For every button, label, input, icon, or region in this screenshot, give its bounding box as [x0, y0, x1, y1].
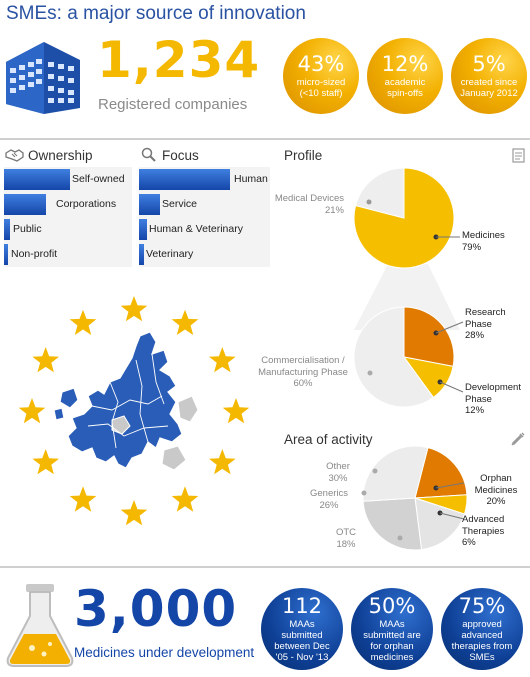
registered-companies-label: Registered companies [98, 96, 248, 113]
medicines-under-development-count: 3,000 [74, 580, 238, 638]
star-icon [223, 398, 250, 423]
bar-label: Self-owned [72, 173, 125, 185]
bar-self-owned [4, 169, 70, 190]
pie-label-medicines [462, 230, 505, 253]
label-pct: 21% [324, 204, 344, 216]
bar-human [139, 169, 230, 190]
star-icon [209, 449, 236, 474]
label-name: Research Phase [465, 307, 506, 330]
label-name: Generics [309, 488, 348, 499]
star-icon [209, 347, 236, 372]
created-since-badge [451, 38, 527, 114]
advanced-therapies-badge [441, 588, 523, 670]
maas-submitted-badge [261, 588, 343, 670]
label-name: Commercialisation / Manufacturing Phase [258, 355, 348, 378]
bar-label: Human & Veterinary [149, 223, 243, 235]
label-pct: 79% [462, 241, 482, 253]
badge-value: 112 [281, 594, 323, 618]
badge-value: 50% [368, 594, 416, 618]
label-dot [368, 371, 373, 376]
star-icon [121, 296, 148, 321]
page-title: SMEs: a major source of innovation [6, 3, 306, 24]
label-dot [362, 491, 367, 496]
label-pct: 30% [328, 472, 348, 484]
label-pct: 20% [486, 496, 506, 507]
label-dot [398, 536, 403, 541]
label-name: Orphan Medicines [474, 473, 518, 496]
bar-label: Non-profit [11, 248, 58, 260]
bar-non-profit [4, 244, 8, 265]
pie-label-medical-devices [272, 193, 344, 216]
bar-corporations [4, 194, 46, 215]
badge-label: micro-sized (<10 staff) [296, 77, 346, 99]
activity-label-otc [332, 527, 360, 550]
bar-label: Veterinary [146, 248, 194, 260]
star-icon [121, 500, 148, 525]
pie-label-development [465, 382, 530, 417]
activity-label-advanced [462, 514, 520, 549]
activity-label-other [320, 461, 356, 484]
bar-label: Human [234, 173, 268, 185]
bar-veterinary [139, 244, 144, 265]
medicines-under-development-label: Medicines under development [74, 645, 255, 660]
bar-service [139, 194, 160, 215]
label-pct: 6% [462, 537, 476, 548]
label-pct: 18% [336, 538, 356, 550]
registered-companies-count: 1,234 [97, 31, 261, 89]
badge-value: 5% [472, 52, 506, 76]
label-name: Other [326, 461, 350, 472]
flask-icon [4, 582, 76, 673]
ownership-bar-chart [4, 167, 132, 267]
bar-label: Public [13, 223, 42, 235]
badge-label: approved advanced therapies from SMEs [451, 619, 513, 663]
activity-title: Area of activity [284, 432, 373, 447]
label-pct: 60% [293, 378, 313, 389]
label-name: OTC [335, 527, 357, 538]
divider [0, 566, 530, 568]
label-name: Development Phase [465, 382, 521, 405]
label-pct: 28% [465, 330, 485, 341]
magnifier-icon [141, 147, 156, 167]
building-icon [4, 38, 84, 121]
label-name: Medical Devices [274, 193, 344, 204]
badge-label: MAAs submitted are for orphan medicines [363, 619, 421, 663]
star-icon [19, 398, 46, 423]
activity-label-generics [300, 488, 358, 511]
pie-label-commercialisation [258, 355, 348, 390]
label-pct: 12% [465, 405, 485, 416]
syringe-icon [510, 431, 526, 452]
label-name: Medicines [462, 230, 505, 241]
orphan-maas-badge [351, 588, 433, 670]
bar-label: Service [162, 198, 198, 210]
label-name: Advanced Therapies [462, 514, 505, 537]
focus-bar-chart [139, 167, 270, 267]
label-pct: 26% [319, 499, 339, 511]
activity-label-orphan [467, 473, 525, 508]
pie-phase [354, 307, 454, 407]
micro-sized-badge [283, 38, 359, 114]
bar-human-veterinary [139, 219, 147, 240]
pie-label-research [465, 307, 527, 342]
badge-label: academic spin-offs [384, 77, 426, 99]
focus-title: Focus [162, 148, 199, 163]
badge-value: 75% [458, 594, 506, 618]
pie-medicines [354, 168, 454, 268]
spin-offs-badge [367, 38, 443, 114]
label-dot [367, 200, 372, 205]
profile-title: Profile [284, 148, 323, 163]
slice-generics [363, 498, 421, 550]
badge-value: 43% [297, 52, 345, 76]
europe-map-icon [52, 330, 202, 495]
ownership-title: Ownership [28, 148, 93, 163]
divider [0, 138, 530, 140]
badge-value: 12% [381, 52, 429, 76]
bar-label: Corporations [56, 198, 117, 210]
badge-label: created since January 2012 [460, 77, 518, 99]
label-dot [373, 469, 378, 474]
handshake-icon [5, 148, 24, 167]
bar-public [4, 219, 10, 240]
badge-label: MAAs submitted between Dec '05 - Nov '13 [274, 619, 330, 663]
